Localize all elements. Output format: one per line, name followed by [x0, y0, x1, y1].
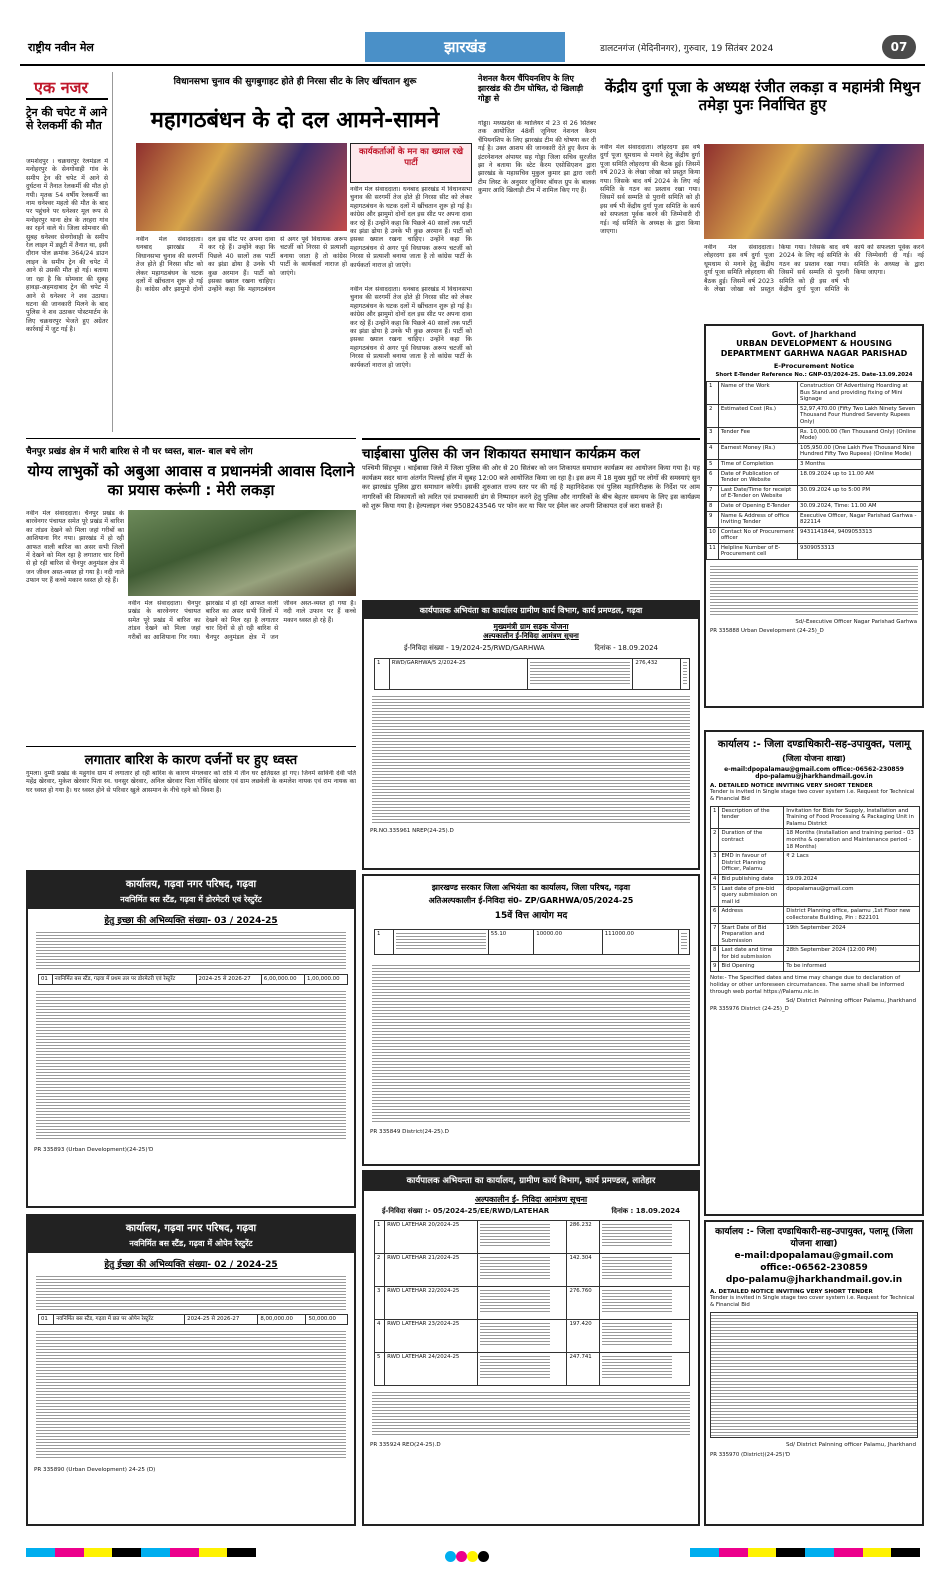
n6-cell	[477, 1254, 567, 1287]
n6-cell	[600, 1254, 690, 1287]
n2-ref: ई-निविदा संख्या - 19/2024-25/RWD/GARHWA	[404, 644, 545, 652]
n1-cell: Helpline Number of E-Procurement cell	[718, 543, 797, 559]
n2-code: RWD/GARHWA/5 2/2024-25	[389, 659, 528, 690]
page-number: 07	[882, 35, 916, 59]
s4-body-cont: नवीन मेल संवाददाता। लोहरदगा इस वर्ष दुर्गा पूजा धूमधाम से मनाने हेतु केंद्रीय दुर्गा पूजा समिति लोहरदगा की बैठक हुई। जिसमें वर्ष 2023 के लेखा जोखा को प्रस्तुत किया गया। जिसके बाद वर्ष 2024 के लिए नई समिति के गठन का प्रस्ताव रखा गया। जिसमें सर्व सम्मति से पुरानी समिति को ही इस वर्ष भी केंद्रीय दुर्गा पूजा समिति के कार्य को सफलता पूर्वक करने की जिम्मेवारी दी गई। नई समिति के अध्यक्ष के द्वारा किया जाएगा।	[704, 244, 924, 294]
s3-body: गोड्डा। मध्यप्रदेश के ग्वालियर में 23 से 26 सितंबर तक आयोजित 48वीं जूनियर नेशनल कैरम चैंपियनशिप के लिए झारखंड टीम की घोषणा कर दी गई है। उक्त आशय की जानकारी देते हुए कैरम के इंटरनेशनल अंपायर सह गोड्डा जिला सचिव सुरजीत झा ने बताया कि स्टेट कैरम एसोसिएशन द्वारा झारखंड के महासचिव मुकुल कुमार झा द्वारा जारी टीम लिस्ट के अनुसार जूनियर बॉयज ग्रुप के बालक कुमार आदि खिलाड़ी टीम में शामिल किए गए हैं।	[478, 120, 596, 195]
n7-cell: Description of the tender	[719, 806, 784, 829]
n1-cell: Date of Publication of Tender on Website	[718, 469, 797, 485]
notice-np-03	[26, 870, 356, 1208]
n6-cell: RWD LATEHAR 23/2024-25	[385, 1320, 478, 1353]
s6-body: गुमला। दुम्मी प्रखंड के महुगांव ग्राम में लगातार हो रही बारिश के कारण मंगलवार को रात्रि में तीन घर क्षतिग्रस्त हो गए। जिनमें साविनी देवी पति महेंद्र खेरवार, मुकेश खेरवार पिता स्व. धनसुर खेरवार, अनिल खेरवार पिता गोविंद खेरवार एवं ग्राम लछवेली के कमलेश नायक एवं राम नायक का घर ध्वस्त हो गया है। घर ध्वस्त होने से परिवार खुले आसमान के नीचे रहने को विवश हैं।	[26, 770, 356, 794]
n7-row	[711, 806, 920, 829]
n1-cell: Executive Officer, Nagar Parishad Garhwa - 822114	[798, 511, 922, 527]
masthead	[20, 32, 925, 62]
n4-title: अतिअल्पकालीन ई-निविदा सं0- ZP/GARHWA/05/2024-25	[428, 896, 634, 905]
n7-row	[711, 829, 920, 852]
footer-colorbar-left	[26, 1548, 256, 1557]
n5-pr: PR 335890 (Urban Development) 24-25 (D)	[34, 1466, 156, 1473]
n5-terms	[36, 1329, 346, 1459]
n7-title: A. DETAILED NOTICE INVITING VERY SHORT TENDER	[710, 783, 873, 789]
n6-cell: RWD LATEHAR 24/2024-25	[385, 1353, 478, 1386]
n1-cell: Earnest Money (Rs.)	[718, 443, 797, 459]
notice-np-02	[26, 1214, 356, 1526]
n3-cell: 1,00,000.00	[304, 975, 347, 985]
n1-row	[707, 527, 922, 543]
n6-cell: 1	[375, 1221, 385, 1254]
n8-table	[710, 1312, 918, 1438]
n1-cell: Name of the Work	[718, 382, 797, 405]
n6-cell: 2	[375, 1254, 385, 1287]
n7-cell: 7	[711, 923, 719, 946]
notice-rwd-latehar	[362, 1170, 700, 1526]
n1-cell: Time of Completion	[718, 459, 797, 469]
n1-header: Govt. of Jharkhand	[771, 330, 857, 339]
n7-cell: ₹ 2 Lacs	[784, 852, 920, 875]
n1-cell: 5	[707, 459, 719, 469]
n2-scheme: मुख्यमंत्री ग्राम सड़क योजना	[493, 622, 569, 631]
n1-cell: 30.09.2024 up to 5:00 PM	[798, 485, 922, 501]
n7-cell: 19.09.2024	[784, 874, 920, 884]
section-title: झारखंड	[444, 38, 486, 56]
n2-pr: PR.NO.335961 NREP(24-25).D	[370, 828, 454, 834]
n6-cell: 4	[375, 1320, 385, 1353]
n6-table	[374, 1220, 690, 1386]
s2-headline: महागठबंधन के दो दल आमने-सामने	[150, 108, 440, 133]
n7-cell: 19th September 2024	[784, 923, 920, 946]
n5-cell: नवनिर्मित बस स्टैंड, गढ़वा में छत पर ओपेन रेस्टुरेंट	[54, 1315, 185, 1325]
s5-body-cont: नवीन मेल संवाददाता। चैनपुर प्रखंड के बारवेनगर पंचायत समेत पूरे प्रखंड में बारिश का तांडव देखने को मिला जहां गरीबों का आशियाना गिर गया। झारखंड में हो रही आफत वाली बारिश का असर सभी जिलों में देखने को मिल रहा है लगातार चार दिनों से हो रही बारिश से चैनपुर अनुमंडल क्षेत्र में जन जीवन अस्त-व्यस्त हो गया है। नदी नाले उफान पर हैं कच्चे मकान ध्वस्त हो रहे हैं।	[128, 600, 356, 641]
n3-title: हेतु इच्छा की अभिव्यक्ति संख्या- 03 / 2024-25	[104, 916, 278, 926]
n1-cell: 3	[707, 427, 719, 443]
s1-headline: ट्रेन की चपेट में आने से रेलकर्मी की मौत	[26, 106, 107, 132]
ek-nazar-label: एक नजर	[34, 78, 89, 97]
s5-kicker: चैनपुर प्रखंड क्षेत्र में भारी बारिश से नौ घर ध्वस्त, बाल- बाल बचे लोग	[26, 447, 253, 457]
n1-title: E-Procurement Notice	[773, 362, 855, 370]
n5-cell: 2024-25 से 2026-27	[185, 1315, 258, 1325]
n7-cell: Last date and time for bid submission	[719, 946, 784, 962]
n7-row	[711, 874, 920, 884]
n6-title: अल्पकालीन ई- निविदा आमंत्रण सूचना	[474, 1195, 588, 1204]
n7-pr: PR 335976 District (24-25)_D	[710, 1006, 789, 1013]
n4-sub: 15वें वित्त आयोग मद	[494, 911, 568, 921]
n6-cell	[477, 1221, 567, 1254]
n7-cell: District Planning office, palamu ,1st Floor new collectorate Building, Pin : 822101	[784, 907, 920, 923]
n3-sub: नवनिर्मित बस स्टैंड, गढ़वा में डोरमेटरी एवं रेस्टुरेंट	[28, 894, 354, 909]
n7-cell: 6	[711, 907, 719, 923]
n6-cell: RWD LATEHAR 22/2024-25	[385, 1287, 478, 1320]
n3-cell: नवनिर्मित बस स्टैंड, गढ़वा में प्रथम तल पर डोरमेटरी एवं रेस्टुरेंट	[52, 975, 196, 985]
n2-amount: 276,432	[633, 659, 681, 690]
n1-dept: URBAN DEVELOPMENT & HOUSING DEPARTMENT GARHWA NAGAR PARISHAD	[720, 339, 908, 358]
n8-intro: Tender is invited in Single stage two cover system i.e. Request for Technical & Financial Bid	[710, 1295, 915, 1308]
n7-email: e-mail:dpopalamau@gmail.com office:-06562-230859	[724, 766, 904, 773]
n1-cell: 3 Months	[798, 459, 922, 469]
n5-table	[38, 1314, 348, 1325]
n4-emd: 10000.00	[534, 930, 602, 955]
n7-row	[711, 946, 920, 962]
n6-cell	[477, 1320, 567, 1353]
n7-cell: Start Date of Bid Preparation and Submission	[719, 923, 784, 946]
s7-headline: चाईबासा पुलिस की जन शिकायत समाधान कार्यक्रम कल	[362, 446, 640, 462]
n6-cell: RWD LATEHAR 20/2024-25	[385, 1221, 478, 1254]
n3-cell: 01	[39, 975, 53, 985]
n1-cell: 105,950.00 (One Lakh Five Thousand Nine Hundred Fifty Two Rupees) (Online Mode)	[798, 443, 922, 459]
n6-row	[375, 1221, 690, 1254]
n7-cell: To be informed	[784, 962, 920, 972]
n6-office: कार्यपालक अभियन्ता का कार्यालय, ग्रामीण कार्य विभाग, कार्य प्रमण्डल, लातेहार	[364, 1172, 698, 1191]
n1-cell: 6	[707, 469, 719, 485]
n3-terms	[36, 989, 346, 1139]
footer-colorbar-right	[690, 1548, 920, 1557]
n6-cell	[600, 1287, 690, 1320]
n6-ref: ई-निविदा संख्या :- 05/2024-25/EE/RWD/LATEHAR	[382, 1207, 550, 1215]
n6-cell: 247.741	[567, 1353, 600, 1386]
n7-cell: 4	[711, 874, 719, 884]
n1-cell: 7	[707, 485, 719, 501]
n6-row	[375, 1320, 690, 1353]
n8-email: e-mail:dpopalamau@gmail.com	[734, 1251, 894, 1261]
n1-cell: Estimated Cost (Rs.)	[718, 404, 797, 427]
n4-pr: PR 335849 District(24-25).D	[370, 1129, 449, 1135]
s7-rule	[362, 438, 700, 440]
s5-photo	[128, 510, 356, 596]
n6-cell	[477, 1287, 567, 1320]
n3-cell: 2024-25 से 2026-27	[196, 975, 261, 985]
n1-cell: 9	[707, 511, 719, 527]
n7-cell: Address	[719, 907, 784, 923]
n1-cell: Contact No of Procurement officer	[718, 527, 797, 543]
n1-cell: 11	[707, 543, 719, 559]
s2-body: नवीन मेल संवाददाता। धनबाद झारखंड में विधानसभा चुनाव की सरगर्मी तेज होते ही निरसा सीट को लेकर महागठबंधन के घटक दलों में खींचतान शुरू हो गई है। कांग्रेस और झामुमो दोनों दल इस सीट पर अपना दावा कर रहे हैं। उन्होंने कहा कि पिछले 40 सालों तक पार्टी का झंडा ढोया है उनके भी कुछ अरमान हैं। पार्टी को इसका ख्याल रखना चाहिए। उन्होंने कहा कि महागठबंधन से अगर पूर्व विधायक अरूप चटर्जी को निरसा से प्रत्याशी बनाया जाता है तो कांग्रेस पार्टी के कार्यकर्ता नाराज हो जाएंगे।	[136, 236, 347, 294]
n7-cell: Last date of pre-bid query submission on mail id	[719, 884, 784, 907]
n6-cell	[600, 1221, 690, 1254]
n2-notes	[372, 694, 690, 824]
n7-cell: 3	[711, 852, 719, 875]
n4-office: झारखण्ड सरकार जिला अभियंता का कार्यालय, जिला परिषद, गढ़वा	[431, 883, 631, 892]
n5-sub: नवनिर्मित बस स्टैंड, गढ़वा में ओपेन रेस्टुरेंट	[28, 1238, 354, 1253]
n7-cell: Bid Opening	[719, 962, 784, 972]
n7-signature: Sd/ District Palnning officer Palamu, Jharkhand	[786, 998, 916, 1005]
n3-pr: PR 335893 (Urban Development)(24-25)'D	[34, 1146, 154, 1153]
n6-cell: 276.760	[567, 1287, 600, 1320]
n1-cell: Name & Address of office Inviting Tender	[718, 511, 797, 527]
n7-cell: 8	[711, 946, 719, 962]
s1-body: जमशेदपुर । चक्रधरपुर रेलमंडल में मनोहरपुर के सेनगोवाही गांव के समीप ट्रेन की चपेट में आने से दुर्घटना में तैनात रेलकर्मी की मौत हो गयी। मृतक 54 वर्षीय रेलकर्मी का नाम धनेश्वर महतो की मौत के बाद पर पहुंचने पर धनेश्वर मूल रूप से मनोहरपुर थाना क्षेत्र के तरहरा गांव का रहने वाले थे। जिला सोमवार की सुबह धनेश्वर सेनगोवाही के समीप रेल लाइन में ड्यूटी में तैनात था, इसी दौरान पोल क्रमांक 364/24 डाउन लाइन के समीप ट्रेन की चपेट में आने से उसकी मौत हो गई। बताया जा रहा है कि सोमवार की सुबह हावड़ा-अहमदाबाद ट्रेन की चपेट में आने से धनेश्वर ने शव उठाया। घटना की जानकारी मिलने के बाद पुलिस ने शव उठाकर पोस्टमार्टम के लिए चक्रधरपुर भेजते हुए अग्रेतर कार्रवाई में जुट गई है।	[26, 158, 108, 334]
n6-row	[375, 1353, 690, 1386]
n7-table	[710, 806, 920, 972]
n6-row	[375, 1287, 690, 1320]
n1-cell: 9431141844, 9409053313	[798, 527, 922, 543]
n7-office: कार्यालय :- जिला दण्डाधिकारी-सह-उपायुक्त, पलामू	[717, 739, 911, 750]
n1-cell: Rs. 10,000.00 (Ten Thousand Only) (Online Mode)	[798, 427, 922, 443]
n3-table	[38, 974, 348, 985]
n1-notes	[710, 564, 918, 616]
n3-cell: 6,00,000.00	[261, 975, 304, 985]
n7-row	[711, 884, 920, 907]
column-divider	[112, 72, 113, 432]
s7-body: पश्चिमी सिंहभूम । चाईबासा जिले में जिला पुलिस की ओर से 20 सितंबर को जन शिकायत समाधान कार्यक्रम का आयोजन किया गया है। यह कार्यक्रम सदर थाना अंतर्गत पिल्लई हॉल में सुबह 12:00 बजे आयोजित किया जा रहा है। इस क्रम में 18 मुख्य मुद्दों पर लोगों की समस्याएं सुन कर झारखंड पुलिस द्वारा समाधान करेगी। इसकी शुरुआत राज्य स्तर पर की गई है महानिदेशक एवं पुलिस महानिरीक्षक के निर्देश पर आम नागरिकों की शिकायतों को त्वरित एवं प्रभावकारी ढंग से निष्पादन करने हेतु पुलिस और नागरिकों के बीच बेहतर समन्वय के लिए इस कार्यक्रम को शुरू किया गया है। हेल्पलाइन नंबर 9508243546 पर फोन कर या फिर पर ईमेल कर अपनी शिकायत दर्ज करा सकते हैं।	[362, 464, 700, 510]
n7-footnote: Note:- The Specified dates and time may change due to declaration of holiday or other unforeseen circumstances. The same shall be informed through web portal https://Palamu.nic.in	[710, 975, 905, 995]
n6-date: दिनांक : 18.09.2024	[611, 1207, 680, 1215]
n6-cell: 197.420	[567, 1320, 600, 1353]
n6-row	[375, 1254, 690, 1287]
n7-row	[711, 962, 920, 972]
n8-phone: office:-06562-230859	[760, 1263, 868, 1273]
n1-row	[707, 501, 922, 511]
n6-cell	[600, 1353, 690, 1386]
n4-fee: 111000.00	[602, 930, 678, 955]
n7-intro: Tender is invited in Single stage two cover system i.e. Request for Technical & Financial Bid	[710, 789, 915, 802]
n1-row	[707, 404, 922, 427]
n7-cell: 28th September 2024 (12:00 PM)	[784, 946, 920, 962]
paper-name: राष्ट्रीय नवीन मेल	[28, 41, 94, 54]
n1-cell: 4	[707, 443, 719, 459]
n8-title: A. DETAILED NOTICE INVITING VERY SHORT TENDER	[710, 1289, 873, 1295]
n6-cell: RWD LATEHAR 21/2024-25	[385, 1254, 478, 1287]
n2-date: दिनांक - 18.09.2024	[594, 644, 658, 652]
n7-cell: 2	[711, 829, 719, 852]
n7-cell: Duration of the contract	[719, 829, 784, 852]
s2-body-cont: नवीन मेल संवाददाता। धनबाद झारखंड में विधानसभा चुनाव की सरगर्मी तेज होते ही निरसा सीट को लेकर महागठबंधन के घटक दलों में खींचतान शुरू हो गई है। कांग्रेस और झामुमो दोनों दल इस सीट पर अपना दावा कर रहे हैं। उन्होंने कहा कि पिछले 40 सालों तक पार्टी का झंडा ढोया है उनके भी कुछ अरमान हैं। पार्टी को इसका ख्याल रखना चाहिए। उन्होंने कहा कि महागठबंधन से अगर पूर्व विधायक अरूप चटर्जी को निरसा से प्रत्याशी बनाया जाता है तो कांग्रेस पार्टी के कार्यकर्ता नाराज हो जाएंगे।	[350, 286, 472, 369]
n6-cell	[477, 1353, 567, 1386]
dateline: डालटनगंज (मेदिनीनगर), गुरुवार, 19 सितंबर 2024	[600, 44, 774, 54]
n1-row	[707, 443, 922, 459]
n1-row	[707, 382, 922, 405]
n4-table: 1 55.10 10000.00 111000.00	[374, 929, 690, 955]
n1-cell: 10	[707, 527, 719, 543]
s4-photo	[704, 144, 924, 239]
n1-cell: 8	[707, 501, 719, 511]
n7-row	[711, 852, 920, 875]
n1-row	[707, 485, 922, 501]
n8-office: कार्यालय :- जिला दण्डाधिकारी-सह-उपायुक्त, पलामू (जिला योजना शाखा)	[715, 1227, 913, 1249]
n4-amount: 55.10	[488, 930, 534, 955]
n1-row	[707, 469, 922, 485]
n6-cell: 142.304	[567, 1254, 600, 1287]
notice-zila-parishad	[362, 874, 700, 1166]
s5-rule	[26, 438, 356, 439]
n1-cell: 30.09.2024, Time: 11.00 AM	[798, 501, 922, 511]
n1-cell: Date of Opening E-Tender	[718, 501, 797, 511]
s5-body: नवीन मेल संवाददाता। चैनपुर प्रखंड के बारवेनगर पंचायत समेत पूरे प्रखंड में बारिश का तांडव देखने को मिला जहां गरीबों का आशियाना गिर गया। झारखंड में हो रही आफत वाली बारिश का असर सभी जिलों में देखने को मिल रहा है लगातार चार दिनों से हो रही बारिश से चैनपुर अनुमंडल क्षेत्र में जन जीवन अस्त-व्यस्त हो गया है। नदी नाले उफान पर हैं कच्चे मकान ध्वस्त हो रहे हैं।	[26, 510, 124, 585]
n7-cell: 5	[711, 884, 719, 907]
n3-office: कार्यालय, गढ़वा नगर परिषद, गढ़वा	[28, 872, 354, 894]
n7-cell: 18 Months (Installation and training period - 03 months & operation and Maintenance period - 18 Months)	[784, 829, 920, 852]
masthead-rule	[20, 64, 925, 66]
n1-cell: 52,97,470.00 (Fifty Two Lakh Ninety Seven Thousand Four Hundred Seventy Rupees Only)	[798, 404, 922, 427]
n1-cell: Last Date/Time for receipt of E-Tender on Website	[718, 485, 797, 501]
n8-pr: PR 335970 (District)(24-25)'D	[710, 1451, 791, 1458]
notice-rwd-garhwa	[362, 600, 700, 870]
n1-row	[707, 427, 922, 443]
notice-palamu	[704, 730, 924, 1216]
n7-row	[711, 923, 920, 946]
n6-cell	[600, 1320, 690, 1353]
n1-row	[707, 511, 922, 527]
n1-row	[707, 543, 922, 559]
n4-notes	[372, 963, 690, 1123]
s4-body: नवीन मेल संवाददाता। लोहरदगा इस वर्ष दुर्गा पूजा धूमधाम से मनाने हेतु केंद्रीय दुर्गा पूजा समिति लोहरदगा की बैठक हुई। जिसमें वर्ष 2023 के लेखा जोखा को प्रस्तुत किया गया। जिसके बाद वर्ष 2024 के लिए नई समिति के गठन का प्रस्ताव रखा गया। जिसमें सर्व सम्मति से पुरानी समिति को ही इस वर्ष भी केंद्रीय दुर्गा पूजा समिति के कार्य को सफलता पूर्वक करने की जिम्मेवारी दी गई। नई समिति के अध्यक्ष के द्वारा किया जाएगा।	[600, 144, 700, 236]
n2-table: 1 RWD/GARHWA/5 2/2024-25 276,432	[374, 658, 690, 690]
n7-cell: dpopalamau@gmail.com	[784, 884, 920, 907]
n1-pr: PR 335888 Urban Development (24-25)_D	[710, 628, 824, 635]
n7-cell: Invitation for Bids for Supply, Installation and Training of Food Processing & Packaging Unit in Palamu District	[784, 806, 920, 829]
notice-eprocurement	[704, 324, 924, 708]
n5-cell: 8,00,000.00	[258, 1315, 306, 1325]
s3-headline: नेशनल कैरम चैंपियनशिप के लिए झारखंड की टीम घोषित, दो खिलाड़ी गोड्डा से	[478, 74, 584, 103]
n5-cell: 50,000.00	[306, 1315, 348, 1325]
n6-cell: 3	[375, 1287, 385, 1320]
s4-headline: केंद्रीय दुर्गा पूजा के अध्यक्ष रंजीत लकड़ा व महामंत्री मिथुन तमेड़ा पुनः निर्वाचित हुए	[604, 78, 921, 114]
n5-intro	[36, 1274, 346, 1310]
n6-cell: 5	[375, 1353, 385, 1386]
notice-palamu-small	[704, 1220, 924, 1526]
n7-cell: Bid publishing date	[719, 874, 784, 884]
n2-title: अल्पकालीन ई-निविदा आमंत्रण सूचना	[483, 632, 579, 640]
registration-mark-center	[445, 1547, 489, 1566]
ek-nazar-rule	[26, 98, 108, 100]
n1-cell: 18.09.2024 up to 11.00 AM	[798, 469, 922, 485]
s2-body-right: नवीन मेल संवाददाता। धनबाद झारखंड में विधानसभा चुनाव की सरगर्मी तेज होते ही निरसा सीट को लेकर महागठबंधन के घटक दलों में खींचतान शुरू हो गई है। कांग्रेस और झामुमो दोनों दल इस सीट पर अपना दावा कर रहे हैं। उन्होंने कहा कि पिछले 40 सालों तक पार्टी का झंडा ढोया है उनके भी कुछ अरमान हैं। पार्टी को इसका ख्याल रखना चाहिए। उन्होंने कहा कि महागठबंधन से अगर पूर्व विधायक अरूप चटर्जी को निरसा से प्रत्याशी बनाया जाता है तो कांग्रेस पार्टी के कार्यकर्ता नाराज हो जाएंगे।	[350, 186, 472, 269]
n1-cell: 9309053313	[798, 543, 922, 559]
n7-cell: 9	[711, 962, 719, 972]
n8-email2: dpo-palamu@jharkhandmail.gov.in	[725, 1275, 903, 1285]
n1-cell: Construction Of Advertising Hoarding at Bus Stand and providing fixing of Mini Signage	[798, 382, 922, 405]
n2-office: कार्यपालक अभियंता का कार्यालय ग्रामीण कार्य विभाग, कार्य प्रमण्डल, गढ़वा	[364, 602, 698, 619]
n7-row	[711, 907, 920, 923]
n5-cell: 01	[39, 1315, 54, 1325]
n7-cell: 1	[711, 806, 719, 829]
n1-signature: Sd/-Executive Officer Nagar Parishad Garhwa	[795, 619, 917, 626]
n7-sub: (जिला योजना शाखा)	[782, 754, 846, 763]
n6-cell: 286.232	[567, 1221, 600, 1254]
n1-table	[706, 381, 922, 560]
n7-email2: dpo-palamu@jharkhandmail.gov.in	[755, 773, 873, 780]
n8-signature: Sd/ District Palnning officer Palamu, Jharkhand	[786, 1441, 916, 1448]
s2-pullquote: कार्यकर्ताओं के मन का ख्याल रखे पार्टी	[358, 147, 464, 168]
n1-ref: Short E-Tender Reference No.: GNP-03/2024-25. Date-13.09.2024	[715, 372, 913, 378]
n6-pr: PR 335924 REO(24-25).D	[370, 1442, 441, 1448]
s2-photo	[136, 143, 347, 231]
n7-cell: EMD in favour of District Planning Officer, Palamu	[719, 852, 784, 875]
n6-notes	[372, 1390, 690, 1436]
n1-cell: Tender Fee	[718, 427, 797, 443]
s5-headline: योग्य लाभुकों को अबुआ आवास व प्रधानमंत्री आवास दिलाने का प्रयास करूंगी : मेरी लकड़ा	[27, 462, 355, 499]
n5-office: कार्यालय, गढ़वा नगर परिषद, गढ़वा	[28, 1216, 354, 1238]
s6-headline: लगातार बारिश के कारण दर्जनों घर हुए ध्वस्त	[84, 753, 298, 768]
n1-row	[707, 459, 922, 469]
n1-cell: 2	[707, 404, 719, 427]
n1-cell: 1	[707, 382, 719, 405]
n5-title: हेतु ईच्छा की अभिव्यक्ति संख्या- 02 / 2024-25	[104, 1260, 278, 1270]
n3-intro	[36, 930, 346, 970]
s2-kicker: विधानसभा चुनाव की सुगबुगाहट होते ही निरसा सीट के लिए खींचतान शुरू	[173, 77, 417, 87]
s6-rule	[26, 746, 356, 747]
